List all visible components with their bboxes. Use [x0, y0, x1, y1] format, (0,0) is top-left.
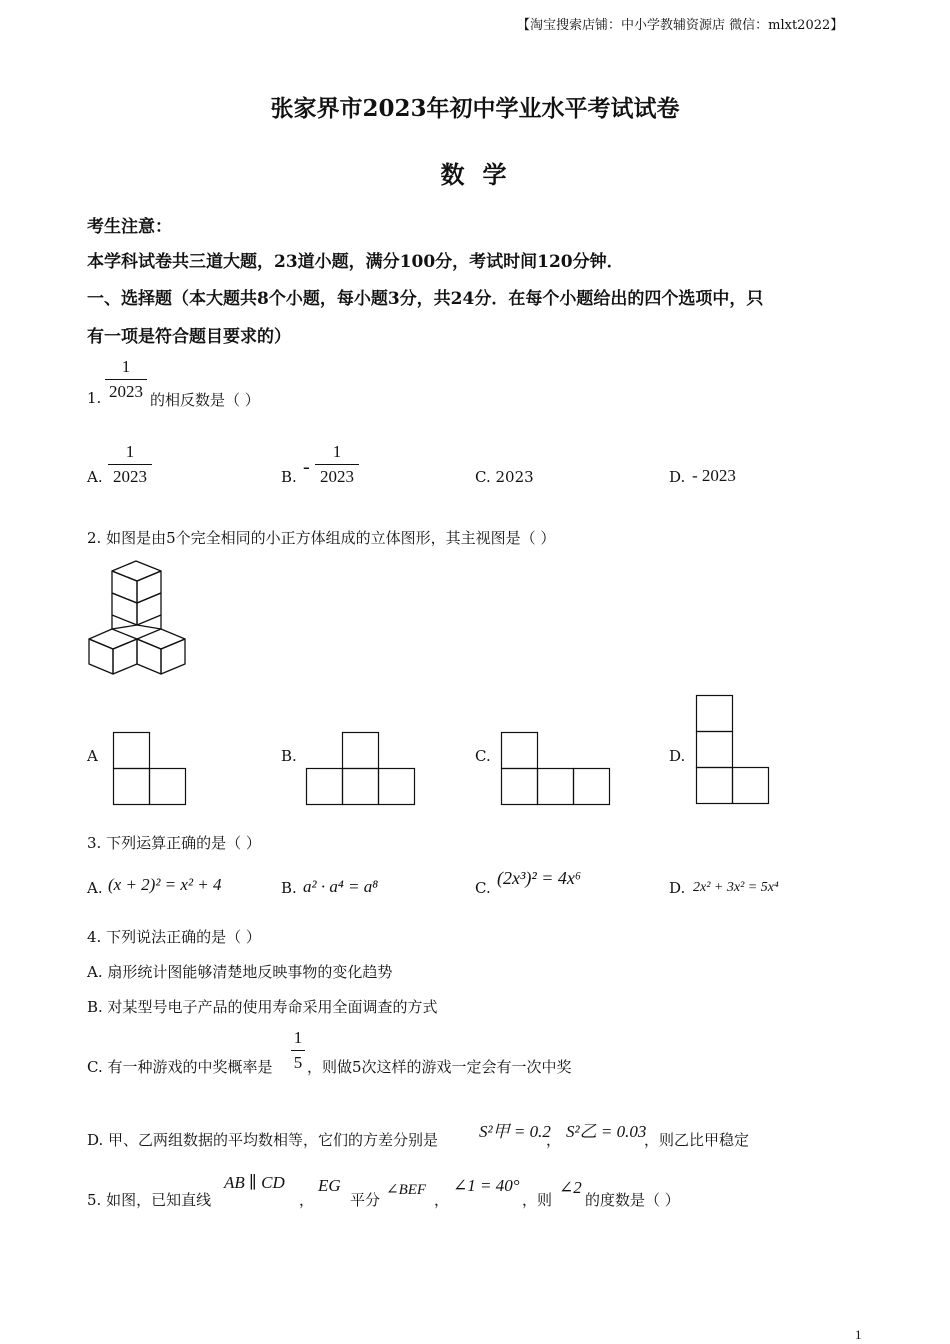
q4-stem: 4. 下列说法正确的是（ ）: [87, 928, 261, 946]
q5-expr-eg: EG: [318, 1176, 341, 1195]
q1-frac-numerator: 1: [121, 357, 131, 376]
q4-option-d-pre: D. 甲、乙两组数据的平均数相等，它们的方差分别是: [87, 1131, 439, 1149]
q4-option-d-expr1: S²甲 = 0.2: [479, 1122, 551, 1141]
notice-heading: 考生注意：: [87, 217, 172, 237]
page-title: 张家界市2023年初中学业水平考试试卷: [270, 95, 680, 122]
q3-option-a-label: A.: [87, 879, 103, 897]
section-heading-line2: 有一项是符合题目要求的）: [87, 327, 291, 347]
q3-stem: 3. 下列运算正确的是（ ）: [87, 834, 261, 852]
q1-option-d-value: - 2023: [692, 466, 736, 485]
q5-expr-angle-bef: ∠BEF: [386, 1182, 427, 1198]
q2-option-b-label: B.: [281, 747, 297, 765]
q2-option-a-figure: [113, 732, 188, 807]
q2-option-d-label: D.: [669, 747, 686, 765]
q4-option-d-post: ，则乙比甲稳定: [644, 1131, 750, 1149]
q2-stem: 2. 如图是由5个完全相同的小正方体组成的立体图形，其主视图是（ ）: [87, 529, 556, 547]
q1-fraction: [105, 357, 147, 402]
q1-number: 1.: [87, 389, 102, 407]
q5-mid: 平分: [350, 1191, 381, 1209]
q5-expr-angle1: ∠1 = 40°: [453, 1176, 520, 1195]
q2-option-c-label: C.: [475, 747, 491, 765]
q1-option-c: C. 2023: [475, 468, 534, 486]
q1-stem: 的相反数是（ ）: [150, 391, 260, 409]
q3-option-b-label: B.: [281, 879, 297, 897]
q4-option-d-expr2: S²乙 = 0.03: [566, 1122, 647, 1141]
q5-pre: 5. 如图，已知直线: [87, 1191, 212, 1209]
q1-option-d-label: D.: [669, 468, 686, 486]
q5-post: 的度数是（ ）: [585, 1191, 680, 1209]
q4-option-a: A. 扇形统计图能够清楚地反映事物的变化趋势: [87, 963, 393, 981]
q5-sep2: ，: [434, 1191, 450, 1209]
q1-option-a-denominator: 2023: [113, 467, 147, 486]
q1-option-a-label: A.: [87, 468, 103, 486]
q4-option-c-pre: C. 有一种游戏的中奖概率是: [87, 1058, 273, 1076]
subject-title: 数学: [440, 160, 525, 189]
q5-sep3: ，则: [522, 1191, 553, 1209]
q3-option-b-expr: a² · a⁴ = a⁸: [303, 877, 379, 896]
q4-option-d-sep: ，: [546, 1131, 562, 1149]
q3-option-d-label: D.: [669, 879, 686, 897]
q1-frac-denominator: 2023: [109, 382, 143, 401]
q3-option-d-expr: 2x² + 3x² = 5x⁴: [693, 880, 779, 895]
q3-option-c-expr: (2x³)² = 4x⁶: [497, 868, 582, 888]
q1-option-b-label: B.: [281, 468, 297, 486]
notice-text: 本学科试卷共三道大题，23道小题，满分100分，考试时间120分钟．: [87, 252, 624, 272]
q2-option-b-figure: [306, 732, 418, 807]
q1-option-b-numerator: 1: [332, 442, 342, 461]
q3-option-c-label: C.: [475, 879, 491, 897]
q1-option-b-fraction: [315, 442, 359, 487]
q2-option-c-figure: [501, 732, 613, 807]
q4-option-c-denominator: 5: [293, 1053, 303, 1072]
q3-option-a-expr: (x + 2)² = x² + 4: [108, 875, 222, 894]
q5-expr-angle2: ∠2: [559, 1178, 582, 1197]
q5-expr-parallel: AB ∥ CD: [224, 1173, 285, 1192]
q1-option-a-fraction: [108, 442, 152, 487]
q2-option-d-figure: [696, 695, 772, 807]
q4-option-c-fraction: [291, 1028, 305, 1073]
q1-option-a-numerator: 1: [125, 442, 135, 461]
q1-option-b-denominator: 2023: [320, 467, 354, 486]
q2-cube-figure: [86, 558, 190, 680]
page-number: 1: [855, 1327, 862, 1342]
q4-option-c-numerator: 1: [293, 1028, 303, 1047]
q2-option-a-label: A: [87, 747, 98, 765]
q4-option-c-post: ，则做5次这样的游戏一定会有一次中奖: [307, 1058, 572, 1076]
q4-option-b: B. 对某型号电子产品的使用寿命采用全面调查的方式: [87, 998, 438, 1016]
section-heading-line1: 一、选择题（本大题共8个小题，每小题3分，共24分．在每个小题给出的四个选项中，只: [87, 289, 764, 309]
q5-sep1: ，: [299, 1191, 315, 1209]
q1-option-b-sign: -: [303, 456, 310, 478]
header-note: 【淘宝搜索店铺：中小学教辅资源店 微信：mlxt2022】: [517, 18, 844, 33]
